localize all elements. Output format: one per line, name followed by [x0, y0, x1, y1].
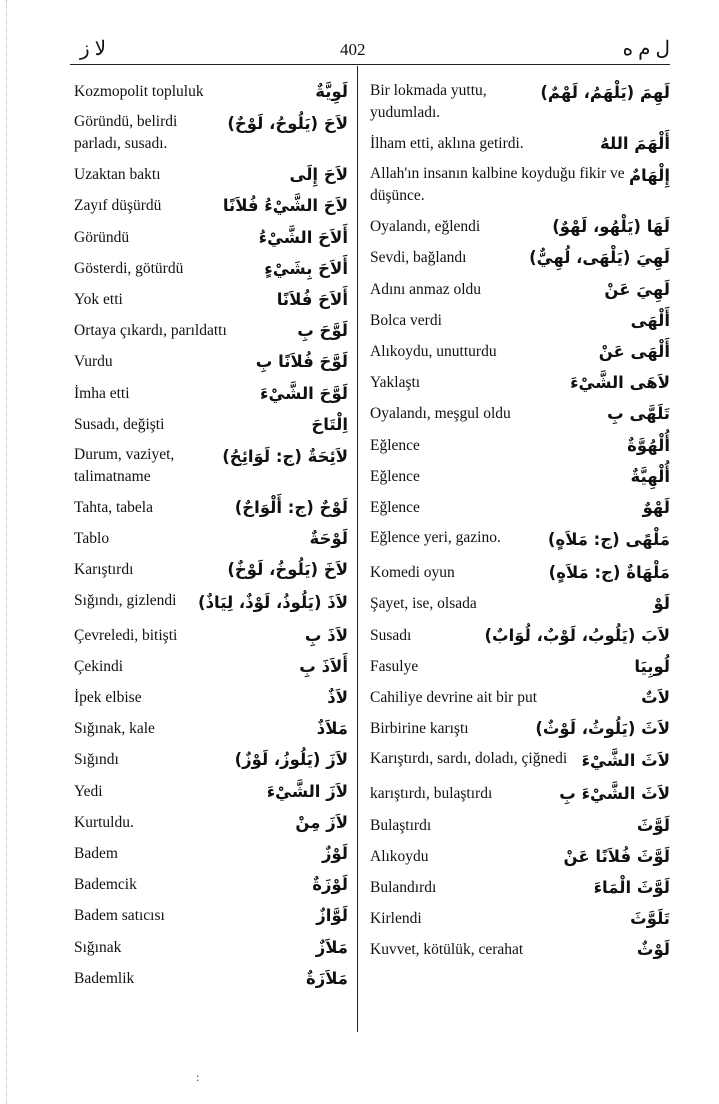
dictionary-entry	[370, 76, 670, 128]
arabic-headword: تَلَوَّثَ	[630, 909, 670, 929]
arabic-headword: لَوَّحَ فُلاَنًا بِ	[255, 352, 348, 372]
turkish-meaning: Vurdu	[74, 353, 113, 371]
turkish-meaning: Bulaştırdı	[370, 816, 432, 834]
turkish-meaning: Ortaya çıkardı, parıldattı	[74, 322, 227, 340]
arabic-headword: إِلْهَامٌ	[628, 166, 670, 186]
turkish-meaning: Badem	[74, 845, 118, 863]
arabic-headword: لَوَّثَ	[636, 815, 670, 835]
arabic-headword: لَوَّثَ الْمَاءَ	[593, 878, 670, 898]
dictionary-entry	[74, 222, 348, 253]
arabic-headword: لاَثَ الشَّيْءَ بِ	[559, 784, 670, 804]
dictionary-entry	[370, 211, 670, 242]
dictionary-entry	[370, 651, 670, 682]
turkish-meaning: Tablo	[74, 530, 110, 548]
turkish-meaning: Adını anmaz oldu	[370, 280, 482, 298]
turkish-meaning: Çevreledi, bitişti	[74, 626, 178, 644]
turkish-meaning: Sığınak, kale	[74, 720, 155, 738]
header-rule	[70, 64, 670, 65]
dictionary-entry	[370, 398, 670, 429]
column-divider	[357, 66, 358, 1032]
arabic-headword: لاَحَ الشَّيْءُ فُلاَنًا	[222, 196, 348, 216]
arabic-headword: لَوْ	[653, 594, 670, 614]
dictionary-entry	[74, 107, 348, 159]
turkish-meaning: Uzaktan baktı	[74, 166, 161, 184]
arabic-headword: لاَبَ (يَلُوبُ، لَوْبٌ، لُوَابٌ)	[484, 625, 670, 645]
header-left-letters: لا ز	[80, 38, 107, 60]
turkish-meaning: Cahiliye devrine ait bir put	[370, 689, 538, 707]
turkish-meaning: Çekindi	[74, 657, 124, 675]
turkish-meaning: Susadı	[370, 626, 412, 644]
turkish-meaning: Oyalandı, meşgul oldu	[370, 405, 511, 423]
dictionary-entry	[74, 523, 348, 554]
turkish-meaning: karıştırdı, bulaştırdı	[370, 785, 493, 803]
dictionary-entry	[74, 409, 348, 440]
arabic-headword: لَوَّحَ بِ	[297, 321, 348, 341]
dictionary-entry	[370, 713, 670, 744]
dictionary-entry	[74, 932, 348, 963]
dictionary-entry	[74, 190, 348, 221]
arabic-headword: أُلْهِيَّةٌ	[630, 466, 670, 486]
turkish-meaning: Birbirine karıştı	[370, 720, 469, 738]
dictionary-entry	[370, 274, 670, 305]
arabic-headword: لاَخَ (يَلُوخُ، لَوْخٌ)	[227, 560, 348, 580]
turkish-meaning: Şayet, ise, olsada	[370, 595, 477, 613]
turkish-meaning: Sevdi, bağlandı	[370, 249, 467, 267]
arabic-headword: أَلاَحَ الشَّيْءُ	[258, 227, 348, 247]
turkish-meaning: Eğlence yeri, gazino.	[370, 529, 501, 547]
arabic-headword: لَهَا (يَلْهُو، لَهْوٌ)	[552, 217, 670, 237]
arabic-headword: أَلْهَى عَنْ	[598, 342, 670, 362]
dictionary-entry	[74, 554, 348, 585]
dictionary-entry	[74, 838, 348, 869]
arabic-headword: تَلَهَّى بِ	[607, 404, 670, 424]
dictionary-entry	[74, 253, 348, 284]
turkish-meaning: Karıştırdı	[74, 561, 134, 579]
arabic-headword: لاَزَ الشَّيْءَ	[266, 781, 348, 801]
dictionary-entry	[370, 841, 670, 872]
dictionary-entry	[370, 620, 670, 651]
turkish-meaning: Sığınak	[74, 938, 122, 956]
turkish-meaning: Gösterdi, götürdü	[74, 259, 184, 277]
arabic-headword: مَلْهَاةٌ (ج: مَلاَهٍ)	[548, 563, 670, 583]
turkish-meaning: Oyalandı, eğlendi	[370, 218, 481, 236]
turkish-meaning: Yedi	[74, 782, 103, 800]
dictionary-entry	[74, 346, 348, 377]
arabic-headword: لَوْحَةٌ	[309, 529, 348, 549]
turkish-meaning: Badem satıcısı	[74, 907, 165, 925]
arabic-headword: لاَحَ (يَلُوحُ، لَوْحٌ)	[227, 114, 348, 134]
dictionary-entry	[370, 682, 670, 713]
turkish-meaning: Allah'ın insanın kalbine koyduğu fikir ve düşünce.	[370, 165, 625, 205]
turkish-meaning: Göründü	[74, 228, 130, 246]
dictionary-entry	[74, 159, 348, 190]
dictionary-entry	[370, 492, 670, 523]
dictionary-entry	[370, 242, 670, 273]
dictionary-entry	[370, 778, 670, 809]
turkish-meaning: Kirlendi	[370, 910, 422, 928]
arabic-headword: لَوَّازٌ	[316, 906, 348, 926]
right-column	[370, 76, 670, 966]
header-right-letters: ل م ه	[622, 38, 670, 60]
turkish-meaning: Alıkoydu	[370, 847, 429, 865]
dictionary-entry	[74, 586, 348, 620]
arabic-headword: لاَثَ الشَّيْءَ	[581, 751, 670, 771]
page-number: 402	[340, 40, 366, 59]
dictionary-entry	[74, 620, 348, 651]
dictionary-entry	[74, 713, 348, 744]
dictionary-entry	[370, 588, 670, 619]
turkish-meaning: Bolca verdi	[370, 311, 442, 329]
turkish-meaning: Eğlence	[370, 467, 420, 485]
arabic-headword: مَلاَزَةٌ	[306, 968, 348, 988]
arabic-headword: لاَثَ (يَلُوثُ، لَوْثٌ)	[535, 719, 670, 739]
arabic-headword: لاَئِحَةٌ (ج: لَوَائِحُ)	[222, 447, 348, 467]
dictionary-entry	[74, 440, 348, 492]
dictionary-entry	[370, 461, 670, 492]
turkish-meaning: Sığındı	[74, 751, 119, 769]
dictionary-entry	[370, 872, 670, 903]
dictionary-entry	[74, 869, 348, 900]
arabic-headword: لُوبِيَا	[634, 656, 670, 676]
arabic-headword: لاَتٌ	[641, 688, 670, 708]
turkish-meaning: Fasulye	[370, 657, 419, 675]
arabic-headword: لاَزَ مِنْ	[295, 812, 348, 832]
dictionary-entry	[370, 903, 670, 934]
turkish-meaning: Yaklaştı	[370, 374, 421, 392]
arabic-headword: أَلاَذَ بِ	[299, 656, 348, 676]
arabic-headword: لَوَّحَ الشَّيْءَ	[260, 383, 348, 403]
arabic-headword: لاَحَ إِلَى	[289, 165, 348, 185]
arabic-headword: مَلْهًى (ج: مَلاَهٍ)	[547, 530, 670, 550]
turkish-meaning: Karıştırdı, sardı, doladı, çiğnedi	[370, 750, 568, 768]
arabic-headword: لَوْزَةٌ	[312, 875, 348, 895]
turkish-meaning: Bir lokmada yuttu, yudumladı.	[370, 82, 487, 121]
turkish-meaning: Sığındı, gizlendi	[74, 591, 177, 609]
arabic-headword: أَلْهَى	[630, 310, 670, 330]
turkish-meaning: Susadı, değişti	[74, 415, 165, 433]
turkish-meaning: Kuvvet, kötülük, cerahat	[370, 941, 524, 959]
dictionary-entry	[74, 807, 348, 838]
page-header	[70, 36, 670, 62]
dictionary-entry	[370, 305, 670, 336]
arabic-headword: لَوْزٌ	[321, 844, 348, 864]
turkish-meaning: Göründü, belirdi parladı, susadı.	[74, 113, 178, 153]
scan-edge	[0, 0, 7, 1104]
dictionary-entry	[370, 159, 670, 211]
dictionary-entry	[74, 900, 348, 931]
dictionary-entry	[370, 523, 670, 557]
dictionary-entry	[370, 336, 670, 367]
arabic-headword: لَوْحٌ (ج: أَلْوَاحٌ)	[234, 498, 348, 518]
dictionary-entry	[74, 776, 348, 807]
arabic-headword: أَلاَحَ بِشَيْءٍ	[264, 258, 348, 278]
arabic-headword: لاَزَ (يَلُوزُ، لَوْزٌ)	[234, 750, 348, 770]
dictionary-entry	[74, 492, 348, 523]
dictionary-entry	[74, 76, 348, 107]
turkish-meaning: Eğlence	[370, 499, 420, 517]
turkish-meaning: Alıkoydu, unutturdu	[370, 343, 497, 361]
turkish-meaning: Komedi oyun	[370, 564, 455, 582]
turkish-meaning: Zayıf düşürdü	[74, 197, 162, 215]
turkish-meaning: Tahta, tabela	[74, 499, 153, 517]
dictionary-entry	[370, 744, 670, 778]
arabic-headword: اِلْتَاحَ	[311, 414, 348, 434]
turkish-meaning: Bulandırdı	[370, 879, 437, 897]
dictionary-entry	[74, 682, 348, 713]
dictionary-entry	[74, 963, 348, 994]
arabic-headword: لَهِمَ (يَلْهَمُ، لَهْمٌ)	[540, 83, 670, 102]
dictionary-entry	[74, 315, 348, 346]
turkish-meaning: Eğlence	[370, 436, 420, 454]
arabic-headword: لاَذٌ	[327, 688, 348, 708]
turkish-meaning: Bademcik	[74, 876, 137, 894]
arabic-headword: لاَهَى الشَّيْءَ	[570, 373, 670, 393]
turkish-meaning: Bademlik	[74, 969, 135, 987]
arabic-headword: مَلاَزٌ	[315, 937, 348, 957]
dictionary-entry	[74, 651, 348, 682]
arabic-headword: أُلْهُوَّةٌ	[627, 435, 670, 455]
dictionary-entry	[74, 744, 348, 775]
dictionary-entry	[370, 557, 670, 588]
arabic-headword: لَهْوٌ	[642, 498, 670, 518]
dictionary-entry	[370, 367, 670, 398]
turkish-meaning: Kozmopolit topluluk	[74, 83, 204, 100]
dictionary-entry	[370, 810, 670, 841]
turkish-meaning: İlham etti, aklına getirdi.	[370, 135, 524, 152]
arabic-headword: مَلاَذٌ	[316, 719, 348, 739]
dictionary-entry	[370, 934, 670, 965]
arabic-headword: لَهِيَ عَنْ	[604, 279, 670, 299]
left-column	[74, 76, 348, 994]
arabic-headword: لَهِيَ (يَلْهَى، لُهِيٌّ)	[529, 248, 670, 268]
dictionary-entry	[74, 284, 348, 315]
arabic-headword: أَلاَحَ فُلاَنًا	[276, 290, 348, 310]
turkish-meaning: İmha etti	[74, 384, 130, 402]
dictionary-entry	[74, 378, 348, 409]
turkish-meaning: Kurtuldu.	[74, 813, 134, 831]
turkish-meaning: İpek elbise	[74, 689, 142, 707]
arabic-headword: لَوْثٌ	[636, 940, 670, 960]
dictionary-entry	[370, 430, 670, 461]
scan-speck: :	[196, 1070, 200, 1084]
arabic-headword: لاَذَ (يَلُوذُ، لَوْذٌ، لِيَاذٌ)	[198, 592, 348, 612]
turkish-meaning: Yok etti	[74, 291, 123, 309]
turkish-meaning: Durum, vaziyet, talimatname	[74, 446, 175, 486]
arabic-headword: لاَذَ بِ	[304, 625, 348, 645]
arabic-headword: أَلْهَمَ اللهُ	[599, 134, 670, 153]
arabic-headword: لَوَّثَ فُلاَنًا عَنْ	[563, 846, 670, 866]
arabic-headword: لَوِيَّةٌ	[315, 82, 348, 101]
dictionary-entry	[370, 128, 670, 159]
